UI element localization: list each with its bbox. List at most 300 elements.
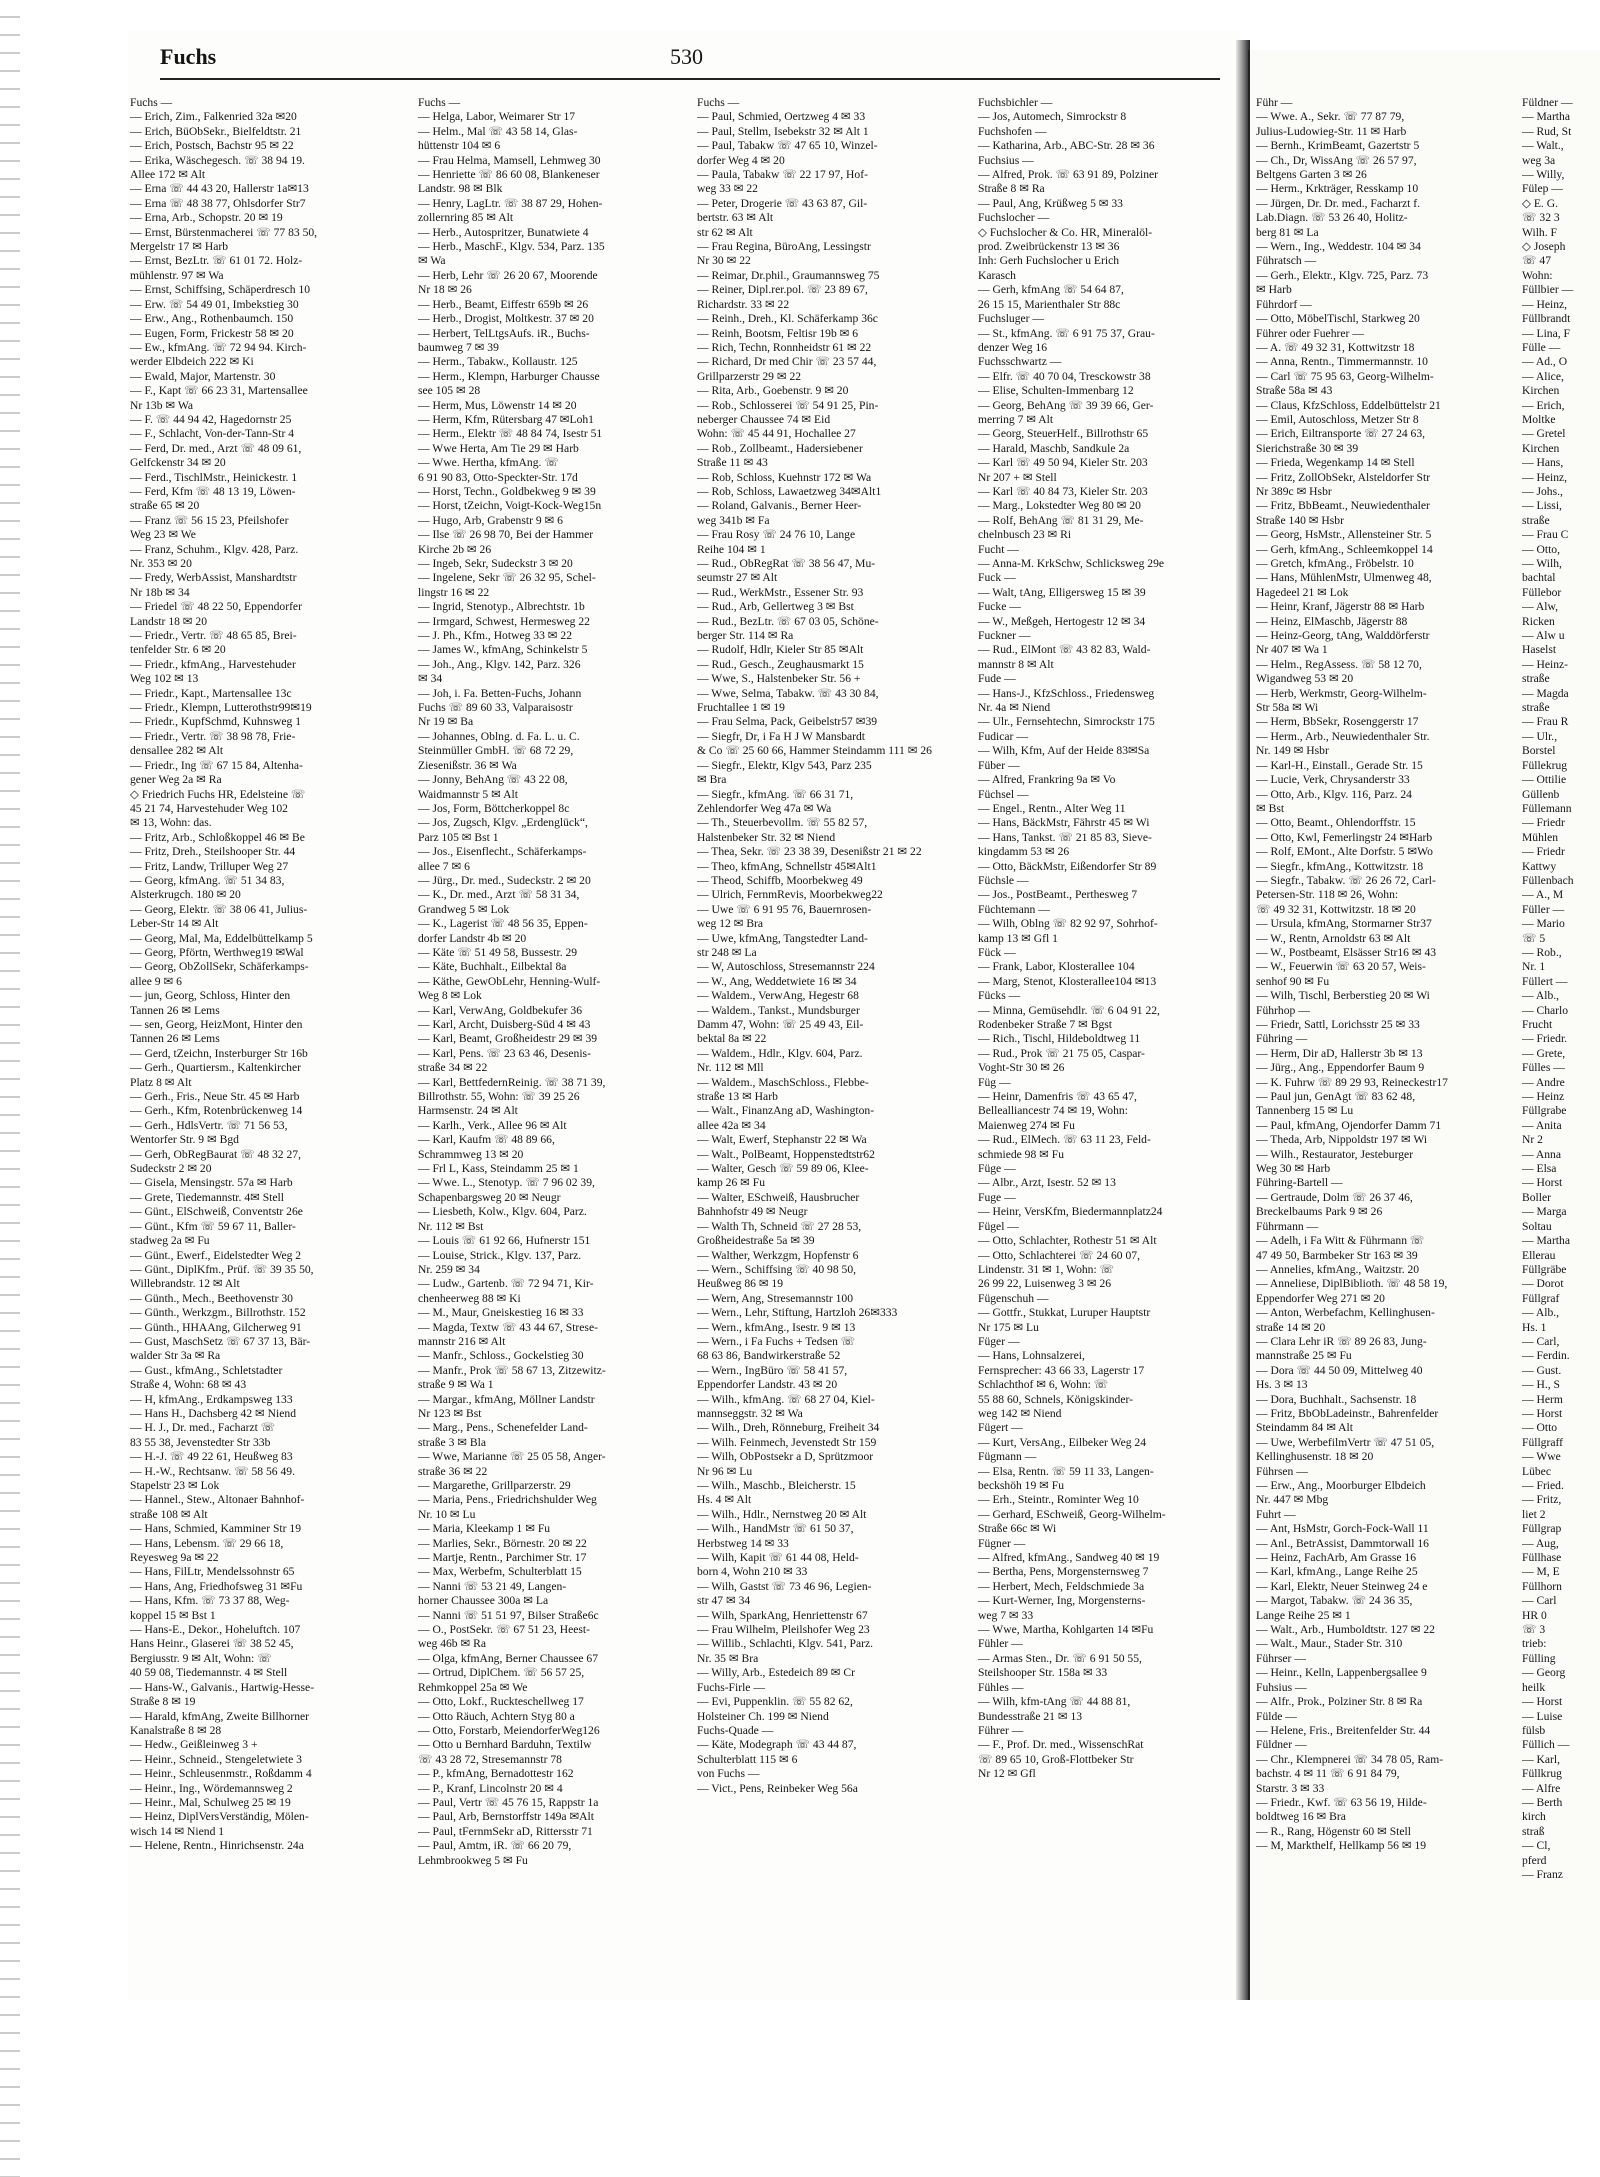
directory-entry-line: — Paul, Stellm, Isebekstr 32 ✉ Alt 1 [697, 124, 869, 138]
directory-entry-line: Richardstr. 33 ✉ 22 [697, 297, 790, 311]
directory-entry-line: — Gust. [1522, 1363, 1562, 1377]
directory-entry-line: mannstr 216 ✉ Alt [418, 1334, 506, 1348]
directory-entry-line: — Franz [1522, 1867, 1563, 1881]
directory-entry-line: — Marg, Stenot, Klosterallee104 ✉13 [978, 974, 1157, 988]
directory-entry-line: — Maria, Pens., Friedrichshulder Weg [418, 1493, 597, 1507]
directory-entry-line: — Anna [1522, 1147, 1561, 1161]
directory-entry-line: — Elise, Schulten-Immenbarg 12 [978, 384, 1134, 398]
directory-entry-line: — K. Fuhrw ☏ 89 29 93, Reineckestr17 [1256, 1075, 1448, 1089]
directory-entry-line: — Wilh, Gastst ☏ 73 46 96, Legien- [697, 1579, 872, 1593]
directory-entry-line: Bellealliancestr 74 ✉ 19, Wohn: [978, 1104, 1128, 1118]
directory-entry-line: Führing — [1256, 1032, 1308, 1046]
directory-entry-line: Fuchsbichler — [978, 96, 1053, 109]
directory-entry-line: — Wwe. Hertha, kfmAng. ☏ [418, 456, 559, 470]
directory-entry-line: — Claus, KfzSchloss, Eddelbüttelstr 21 [1256, 398, 1441, 412]
directory-entry-line: wisch 14 ✉ Niend 1 [130, 1824, 225, 1838]
directory-entry-line: Weg 23 ✉ We [130, 528, 196, 542]
directory-entry-line: ☏ 49 32 31, Kottwitzstr. 18 ✉ 20 [1256, 902, 1416, 916]
directory-entry-line: — Wwe, Martha, Kohlgarten 14 ✉Fu [978, 1623, 1154, 1637]
directory-entry-line: Eppendorfer Weg 271 ✉ 20 [1256, 1291, 1385, 1305]
directory-entry-line: — Karl, Beamt, Großheidestr 29 ✉ 39 [418, 1032, 598, 1046]
directory-entry-line: Hagedeel 21 ✉ Lok [1256, 585, 1349, 599]
directory-entry-line: — Dorot [1522, 1277, 1564, 1291]
directory-entry-line: Eppendorfer Landstr. 43 ✉ 20 [697, 1378, 838, 1392]
directory-entry-line: — Karl, Archt, Duisberg-Süd 4 ✉ 43 [418, 1018, 591, 1031]
directory-entry-line: — F., Schlacht, Von-der-Tann-Str 4 [130, 427, 295, 441]
directory-entry-line: Lehmbrookweg 5 ✉ Fu [418, 1853, 528, 1867]
directory-entry-line: — Herb., MaschF., Klgv. 534, Parz. 135 [418, 240, 605, 254]
directory-entry-line: tenfelder Str. 6 ✉ 20 [130, 643, 226, 657]
directory-entry-line: HR 0 [1522, 1608, 1547, 1622]
directory-entry-line: senhof 90 ✉ Fu [1256, 974, 1330, 988]
directory-entry-line: — Lina, F [1522, 326, 1570, 340]
directory-entry-line: Ellerau [1522, 1248, 1556, 1262]
directory-entry-line: — Wern., IngBüro ☏ 58 41 57, [697, 1363, 848, 1377]
directory-entry-line: Weg 30 ✉ Harb [1256, 1162, 1331, 1176]
directory-entry-line: — Horst, tZeichn, Voigt-Kock-Weg15n [418, 499, 602, 513]
directory-entry-line: Führdorf — [1256, 297, 1312, 311]
directory-entry-line: Füllgräbe [1522, 1262, 1567, 1276]
directory-entry-line: — Dora ☏ 44 50 09, Mittelweg 40 [1256, 1363, 1423, 1377]
directory-entry-line: — Ulr., [1522, 729, 1558, 743]
directory-entry-line: — Rud., BezLtr. ☏ 67 03 05, Schöne- [697, 614, 879, 628]
directory-entry-line: — Paul, Tabakw ☏ 47 65 10, Winzel- [697, 139, 878, 153]
directory-entry-line: gener Weg 2a ✉ Ra [130, 773, 222, 787]
directory-entry-line: Waidmannstr 5 ✉ Alt [418, 787, 518, 801]
directory-entry-line: — Manfr., Prok ☏ 58 67 13, Zitzewitz- [418, 1363, 606, 1377]
directory-entry-line: mannstraße 25 ✉ Fu [1256, 1349, 1352, 1363]
directory-entry-line: — Wwe, S., Halstenbeker Str. 56 + [697, 672, 861, 686]
directory-entry-line: Nr 18 ✉ 26 [418, 283, 472, 297]
directory-entry-line: — Gerh, kfmAng., Schleemkoppel 14 [1256, 542, 1433, 556]
directory-entry-line: denzer Weg 16 [978, 340, 1048, 354]
directory-entry-line: — Ferd, Kfm ☏ 48 13 19, Löwen- [130, 484, 296, 498]
directory-entry-line: — Gerd, tZeichn, Insterburger Str 16b [130, 1046, 308, 1060]
directory-entry-line: — Lucie, Verk, Chrysanderstr 33 [1256, 773, 1410, 787]
directory-entry-line: — Maria, Kleekamp 1 ✉ Fu [418, 1522, 551, 1536]
directory-entry-line: — Wilh., HandMstr ☏ 61 50 37, [697, 1522, 854, 1536]
directory-entry-line: — Paul, Schmied, Oertzweg 4 ✉ 33 [697, 110, 866, 124]
directory-entry-line: weg 33 ✉ 22 [697, 182, 758, 196]
directory-entry-line: — Gertraude, Dolm ☏ 26 37 46, [1256, 1190, 1413, 1204]
directory-entry-line: — Wilh., Hdlr., Nernstweg 20 ✉ Alt [697, 1507, 867, 1521]
directory-entry-line: Fülling [1522, 1651, 1556, 1665]
directory-entry-line: straße 34 ✉ 22 [418, 1061, 488, 1075]
directory-entry-line: ◇ Joseph [1522, 240, 1566, 254]
page-header [160, 40, 1220, 74]
directory-entry-line: — Paul, tFernmSekr aD, Rittersstr 71 [418, 1824, 593, 1838]
directory-entry-line: — Wern, Ang, Stresemannstr 100 [697, 1291, 853, 1305]
directory-entry-line: — Franz, Schuhm., Klgv. 428, Parz. [130, 542, 299, 556]
directory-entry-line: — Frau Helma, Mamsell, Lehmweg 30 [418, 153, 601, 167]
directory-entry-line: horner Chaussee 300a ✉ La [418, 1594, 549, 1608]
directory-entry-line: — Käte, Modegraph ☏ 43 44 87, [697, 1738, 857, 1752]
directory-entry-line: schmiede 98 ✉ Fu [978, 1147, 1065, 1161]
directory-entry-line: — Theo, kfmAng, Schnellstr 45✉Alt1 [697, 859, 877, 873]
directory-entry-line: — Gerh., Elektr., Klgv. 725, Parz. 73 [1256, 268, 1429, 282]
directory-entry-line: — Georg, Mal, Ma, Eddelbüttelkamp 5 [130, 931, 313, 945]
directory-entry-line: — Hans, Lebensm. ☏ 29 66 18, [130, 1536, 284, 1550]
directory-entry-line: Harmsenstr. 24 ✉ Alt [418, 1104, 518, 1118]
directory-entry-line: — Lissi, [1522, 499, 1562, 513]
directory-entry-line: beckshöh 19 ✉ Fu [978, 1479, 1065, 1492]
directory-entry-line: Fück — [978, 945, 1016, 959]
directory-entry-line: Fügner — [978, 1536, 1026, 1550]
directory-entry-line: — Friedel ☏ 48 22 50, Eppendorfer [130, 600, 302, 614]
directory-entry-line: — Ulrich, FernmRevis, Moorbekweg22 [697, 888, 883, 902]
directory-entry-line: — Heinz-Georg, tAng, Walddörferstr [1256, 629, 1430, 643]
directory-entry-line: Füllbrandt [1522, 312, 1571, 326]
directory-entry-line: Fuchsluger — [978, 312, 1045, 326]
directory-entry-line: Fuhsius — [1256, 1680, 1307, 1694]
directory-entry-line: Nr. 149 ✉ Hsbr [1256, 744, 1329, 758]
directory-entry-line: see 105 ✉ 28 [418, 384, 481, 398]
directory-entry-line: straß [1522, 1824, 1545, 1838]
directory-entry-line: Füchsel — [978, 787, 1029, 801]
directory-entry-line: baumweg 7 ✉ 39 [418, 340, 499, 354]
directory-entry-line: — J. Ph., Kfm., Hotweg 33 ✉ 22 [418, 629, 572, 643]
directory-entry-line: — H.-W., Rechtsanw. ☏ 58 56 49. [130, 1464, 295, 1478]
directory-entry-line: — Hans, Kfm. ☏ 73 37 88, Weg- [130, 1594, 290, 1608]
directory-entry-line: — Wilh, Tischl, Berberstieg 20 ✉ Wi [1256, 989, 1430, 1003]
directory-entry-line: Haselst [1522, 643, 1557, 657]
directory-entry-line: — R., Rang, Högenstr 60 ✉ Stell [1256, 1824, 1411, 1838]
directory-entry-line: — Nanni ☏ 51 51 97, Bilser Straße6c [418, 1608, 599, 1622]
directory-entry-line: — Erw., Ang., Moorburger Elbdeich [1256, 1479, 1426, 1492]
directory-entry-line: — Heinz, FachArb, Am Grasse 16 [1256, 1551, 1417, 1565]
directory-entry-line: — Gisela, Mensingstr. 57a ✉ Harb [130, 1176, 293, 1190]
directory-entry-line: Fernsprecher: 43 66 33, Lagerstr 17 [978, 1363, 1145, 1377]
directory-entry-line: — Heinr, Damenfris ☏ 43 65 47, [978, 1090, 1137, 1104]
directory-entry-line: — Th., Steuerbevollm. ☏ 55 82 57, [697, 816, 868, 830]
directory-entry-line: 6 91 90 83, Otto-Speckter-Str. 17d [418, 470, 578, 484]
directory-entry-line: — Günth., Werkzgm., Billrothstr. 152 [130, 1306, 306, 1320]
directory-entry-line: — Chr., Klempnerei ☏ 34 78 05, Ram- [1256, 1752, 1444, 1766]
directory-entry-line: chenheerweg 88 ✉ Ki [418, 1291, 521, 1305]
directory-entry-line: Fuchs — [130, 96, 173, 109]
directory-entry-line: — Roland, Galvanis., Berner Heer- [697, 499, 862, 513]
directory-entry-line: — Friedr., Kapt., Martensallee 13c [130, 686, 292, 700]
directory-entry-line: — Frau R [1522, 715, 1569, 729]
directory-entry-line: — Magda, Textw ☏ 43 44 67, Strese- [418, 1320, 598, 1334]
directory-entry-line: — Herm., Klempn, Harburger Chausse [418, 369, 600, 383]
directory-entry-line: — Wilh., Maschb., Bleicherstr. 15 [697, 1479, 856, 1492]
directory-entry-line: fülsb [1522, 1723, 1546, 1737]
directory-entry-line: — Herbert, Mech, Feldschmiede 3a [978, 1579, 1145, 1593]
directory-entry-line: Fügmann — [978, 1450, 1037, 1464]
directory-entry-line: Füllgraff [1522, 1435, 1564, 1449]
directory-entry-line: — Rich., Tischl, Hildeboldtweg 11 [978, 1032, 1141, 1046]
directory-entry-line: — Herm, Kfm, Rütersbarg 47 ✉Loh1 [418, 412, 594, 426]
directory-entry-line: — Otto, Arb., Klgv. 116, Parz. 24 [1256, 787, 1412, 801]
directory-entry-line: straße 9 ✉ Wa 1 [418, 1378, 494, 1392]
directory-entry-line: Wilh. F [1522, 225, 1557, 239]
directory-entry-line: — St., kfmAng. ☏ 6 91 75 37, Grau- [978, 326, 1155, 340]
directory-entry-line: — Fritz, Landw, Trilluper Weg 27 [130, 859, 289, 873]
directory-entry-line: Fügenschuh — [978, 1291, 1049, 1305]
directory-entry-line: Fühler — [978, 1637, 1023, 1651]
directory-entry-line: Nr 13b ✉ Wa [130, 398, 193, 412]
directory-entry-line: Halstenbeker Str. 32 ✉ Niend [697, 830, 836, 844]
directory-entry-line: — Siegfr., Tabakw. ☏ 26 26 72, Carl- [1256, 873, 1436, 887]
directory-entry-line: ☏ 3 [1522, 1623, 1546, 1637]
directory-entry-line: — Herb., Autospritzer, Bunatwiete 4 [418, 225, 589, 239]
directory-entry-line: — Reimar, Dr.phil., Graumannsweg 75 [697, 268, 880, 282]
directory-entry-line: — K., Lagerist ☏ 48 56 35, Eppen- [418, 917, 588, 931]
directory-entry-line: — Henry, LagLtr. ☏ 38 87 29, Hohen- [418, 196, 603, 210]
directory-entry-line: — Friedr., kfmAng., Harvestehuder [130, 657, 296, 671]
directory-entry-line: — W., Postbeamt, Elsässer Str16 ✉ 43 [1256, 945, 1437, 959]
directory-entry-line: — Rob., Zollbeamt., Hadersiebener [697, 441, 863, 455]
directory-entry-line: Hans Heinr., Glaserei ☏ 38 52 45, [130, 1637, 294, 1651]
directory-entry-line: — Wilh, [1522, 557, 1562, 570]
directory-entry-line: — Gottfr., Stukkat, Luruper Hauptstr [978, 1306, 1151, 1320]
directory-entry-line: Fude — [978, 672, 1016, 686]
directory-entry-line: — Gerh., HdlsVertr. ☏ 71 56 53, [130, 1118, 288, 1132]
directory-entry-line: — Gust., kfmAng., Schletstadter [130, 1363, 283, 1377]
directory-entry-line: born 4, Wohn 210 ✉ 33 [697, 1565, 808, 1579]
directory-entry-line: Füllenbach [1522, 873, 1574, 887]
directory-entry-line: — Gretel [1522, 427, 1566, 441]
directory-entry-line: — Frl L, Kass, Steindamm 25 ✉ 1 [418, 1162, 579, 1176]
directory-entry-line: Füldner — [1256, 1738, 1307, 1752]
directory-entry-line: — Günth., Mech., Beethovenstr 30 [130, 1291, 293, 1305]
directory-entry-line: Führer — [978, 1723, 1024, 1737]
directory-entry-line: — Alfred, Prok. ☏ 63 91 89, Polziner [978, 168, 1159, 182]
directory-entry-line: Maienweg 274 ✉ Fu [978, 1118, 1075, 1132]
directory-entry-line: Fuchsschwartz — [978, 355, 1062, 369]
directory-entry-line: — Max, Werbefm, Schulterblatt 15 [418, 1565, 582, 1579]
directory-entry-line: — F., Prof. Dr. med., WissenschRat [978, 1738, 1144, 1752]
directory-entry-line: Rodenbeker Straße 7 ✉ Bgst [978, 1018, 1113, 1031]
directory-entry-line: Nr 18b ✉ 34 [130, 585, 190, 599]
directory-entry-line: — Paul, Arb, Bernstorffstr 149a ✉Alt [418, 1810, 594, 1824]
directory-entry-line: — Frau Regina, BüroAng, Lessingstr [697, 240, 871, 254]
directory-entry-line: — Frau C [1522, 528, 1569, 542]
directory-entry-line: — Georg, Pförtn, Werthweg19 ✉Wal [130, 945, 304, 959]
directory-entry-line: — Martha [1522, 1234, 1570, 1248]
directory-entry-line: — Ingrid, Stenotyp., Albrechtstr. 1b [418, 600, 585, 614]
directory-entry-line: Führer oder Fuehrer — [1256, 326, 1364, 340]
directory-entry-line: — Ludw., Gartenb. ☏ 72 94 71, Kir- [418, 1277, 594, 1291]
directory-entry-line: — Heinr, Kranf, Jägerstr 88 ✉ Harb [1256, 600, 1425, 614]
directory-entry-line: Führser — [1256, 1651, 1306, 1665]
directory-entry-line: — Karl, Pens. ☏ 23 63 46, Desenis- [418, 1046, 591, 1060]
directory-entry-line: — Ch., Dr, WissAng ☏ 26 57 97, [1256, 153, 1417, 167]
directory-entry-line: — Friedr., KupfSchmd, Kuhnsweg 1 [130, 715, 301, 729]
directory-entry-line: — Friedr [1522, 816, 1565, 830]
directory-entry-line: — Erich, Postsch, Bachstr 95 ✉ 22 [130, 139, 294, 153]
directory-entry-line: — Alw, [1522, 600, 1558, 614]
directory-entry-line: straße 36 ✉ 22 [418, 1464, 488, 1478]
directory-entry-line: Hs. 1 [1522, 1320, 1547, 1334]
directory-entry-line: — Elsa [1522, 1162, 1557, 1176]
directory-entry-line: Nr 30 ✉ 22 [697, 254, 751, 268]
directory-entry-line: — Walt., Maur., Stader Str. 310 [1256, 1637, 1403, 1651]
directory-entry-line: Reyesweg 9a ✉ 22 [130, 1551, 219, 1565]
directory-entry-line: Wigandweg 53 ✉ 20 [1256, 672, 1354, 686]
directory-entry-line: — Wilh, kfm-tAng ☏ 44 88 81, [978, 1695, 1131, 1709]
directory-entry-line: — Alfred, Frankring 9a ✉ Vo [978, 773, 1116, 787]
directory-entry-line: — Hans, Ang, Friedhofsweg 31 ✉Fu [130, 1579, 303, 1593]
directory-entry-line: — Albr., Arzt, Isestr. 52 ✉ 13 [978, 1176, 1116, 1190]
directory-entry-line: — Alb., [1522, 989, 1560, 1003]
directory-entry-line: — Günt., Kfm ☏ 59 67 11, Baller- [130, 1219, 296, 1233]
directory-entry-line: — Helm., RegAssess. ☏ 58 12 70, [1256, 657, 1422, 671]
directory-entry-line: — Ernst, Bürstenmacherei ☏ 77 83 50, [130, 225, 318, 239]
directory-entry-line: — Ulr., Fernsehtechn, Simrockstr 175 [978, 715, 1155, 729]
directory-entry-line: Grandweg 5 ✉ Lok [418, 902, 510, 916]
directory-entry-line: — Herb., Beamt, Eiffestr 659b ✉ 26 [418, 297, 589, 311]
directory-entry-line: Füllhorn [1522, 1579, 1562, 1593]
directory-entry-line: mühlenstr. 97 ✉ Wa [130, 268, 224, 282]
directory-entry-line: — W, Autoschloss, Stresemannstr 224 [697, 960, 875, 974]
directory-entry-line: Fuck — [978, 571, 1016, 585]
directory-entry-line: Fucht — [978, 542, 1019, 556]
directory-entry-line: bektal 8a ✉ 22 [697, 1032, 767, 1046]
directory-entry-line: Fruchtallee 1 ✉ 19 [697, 701, 785, 715]
directory-entry-line: — Wern., i Fa Fuchs + Tedsen ☏ [697, 1334, 856, 1348]
directory-entry-line: — Erika, Wäschegesch. ☏ 38 94 19. [130, 153, 305, 167]
directory-entry-line: Straße 8 ✉ Ra [978, 182, 1045, 196]
directory-entry-line: liet 2 [1522, 1507, 1546, 1521]
directory-entry-line: — Thea, Sekr. ☏ 23 38 39, Desenißstr 21 ✉ 22 [697, 845, 922, 859]
directory-entry-line: Fuchs-Firle — [697, 1680, 765, 1694]
directory-entry-line: — Friedr., Kwf. ☏ 63 56 19, Hilde- [1256, 1795, 1427, 1809]
directory-entry-line: — Rob., [1522, 945, 1562, 959]
directory-entry-line: — jun, Georg, Schloss, Hinter den [130, 989, 291, 1003]
directory-entry-line: — Otto u Bernhard Barduhn, Textilw [418, 1738, 592, 1752]
directory-entry-line: Zehlendorfer Weg 47a ✉ Wa [697, 801, 832, 815]
directory-entry-line: — K., Dr. med., Arzt ☏ 58 31 34, [418, 888, 580, 902]
directory-entry-line: — Waldem., Tankst., Mundsburger [697, 1003, 860, 1017]
directory-entry-line: Fuchshofen — [978, 124, 1047, 138]
directory-entry-line: berger Str. 114 ✉ Ra [697, 629, 794, 643]
directory-entry-line: — Erw., Ang., Rothenbaumch. 150 [130, 312, 294, 326]
directory-entry-line: — Olga, kfmAng, Berner Chaussee 67 [418, 1651, 598, 1665]
directory-entry-line: — Herm [1522, 1392, 1563, 1406]
directory-entry-line: — Jos., PostBeamt., Perthesweg 7 [978, 888, 1138, 902]
directory-entry-line: Kirchen [1522, 384, 1560, 398]
directory-entry-line: — Georg, HsMstr., Allensteiner Str. 5 [1256, 528, 1432, 542]
directory-entry-line: — Karl, VerwAng, Goldbekufer 36 [418, 1003, 582, 1017]
directory-entry-line: — Erna ☏ 44 43 20, Hallerstr 1a✉13 [130, 182, 309, 196]
directory-entry-line: — M, E [1522, 1565, 1560, 1579]
directory-entry-line: straße 108 ✉ Alt [130, 1507, 208, 1521]
directory-entry-line: straße [1522, 701, 1550, 715]
directory-entry-line: — Harald, kfmAng, Zweite Billhorner [130, 1709, 310, 1723]
directory-entry-line: Holsteiner Ch. 199 ✉ Niend [697, 1709, 829, 1723]
directory-entry-line: — Heinz- [1522, 657, 1569, 671]
directory-entry-line: — Gerhard, ESchweiß, Georg-Wilhelm- [978, 1507, 1166, 1521]
directory-entry-line: — Rud., ObRegRat ☏ 38 56 47, Mu- [697, 557, 876, 570]
directory-entry-line: Breckelbaums Park 9 ✉ 26 [1256, 1205, 1383, 1219]
directory-entry-line: Nr. 112 ✉ Mll [697, 1061, 764, 1075]
directory-entry-line: 40 59 08, Tiedemannstr. 4 ✉ Stell [130, 1666, 288, 1680]
directory-entry-line: Straße 4, Wohn: 68 ✉ 43 [130, 1378, 247, 1392]
directory-entry-line: — Jürg., Ang., Eppendorfer Baum 9 [1256, 1061, 1425, 1075]
directory-entry-line: weg 3a [1522, 153, 1556, 167]
directory-entry-line: ◇ E. G. [1522, 196, 1558, 210]
directory-entry-line: Stapelstr 23 ✉ Lok [130, 1479, 220, 1492]
directory-entry-line: allee 7 ✉ 6 [418, 859, 470, 873]
directory-entry-line: — Erich, Zim., Falkenried 32a ✉20 [130, 110, 297, 124]
directory-entry-line: — Margot, Tabakw. ☏ 24 36 35, [1256, 1594, 1413, 1608]
directory-entry-line: — Gerh, ObRegBaurat ☏ 48 32 27, [130, 1147, 301, 1161]
directory-entry-line: — Armas Sten., Dr. ☏ 6 91 50 55, [978, 1651, 1142, 1665]
directory-entry-line: — Hans, Schmied, Kamminer Str 19 [130, 1522, 301, 1536]
directory-entry-line: — Alfre [1522, 1781, 1561, 1795]
directory-entry-line: — Marg., Lokstedter Weg 80 ✉ 20 [978, 499, 1141, 513]
directory-entry-line: — Rud., Arb, Gellertweg 3 ✉ Bst [697, 600, 854, 614]
directory-entry-line: — Martje, Rentn., Parchimer Str. 17 [418, 1551, 587, 1565]
directory-entry-line: — Gerh., Quartiersm., Kaltenkircher [130, 1061, 301, 1075]
directory-entry-line: chelnbusch 23 ✉ Ri [978, 528, 1072, 542]
directory-entry-line: — Walt, tAng, Elligersweg 15 ✉ 39 [978, 585, 1146, 599]
directory-entry-line: — Ingelene, Sekr ☏ 26 32 95, Schel- [418, 571, 596, 585]
directory-entry-line: — Carl ☏ 75 95 63, Georg-Wilhelm- [1256, 369, 1434, 383]
directory-entry-line: — Willy, Arb., Estedeich 89 ✉ Cr [697, 1666, 856, 1680]
directory-entry-line: Petersen-Str. 118 ✉ 26, Wohn: [1256, 888, 1399, 902]
directory-entry-line: — Ingeb, Sekr, Sudeckstr 3 ✉ 20 [418, 557, 573, 570]
directory-entry-line: Güllenb [1522, 787, 1560, 801]
directory-entry-line: — Walt., Arb., Humboldtstr. 127 ✉ 22 [1256, 1623, 1435, 1637]
directory-entry-line: Straße 66c ✉ Wi [978, 1522, 1057, 1536]
directory-entry-line: Füllgraf [1522, 1291, 1560, 1305]
directory-entry-line: — Frau Selma, Pack, Geibelstr57 ✉39 [697, 715, 878, 729]
directory-entry-line: allee 9 ✉ 6 [130, 974, 182, 988]
directory-entry-line: — Ew., kfmAng. ☏ 72 94 94. Kirch- [130, 340, 307, 354]
directory-entry-line: Mühlen [1522, 830, 1559, 844]
directory-entry-line: — Karl-H., Einstall., Gerade Str. 15 [1256, 758, 1423, 772]
directory-entry-line: Lindenstr. 31 ✉ 1, Wohn: ☏ [978, 1262, 1115, 1276]
directory-entry-line: Borstel [1522, 744, 1556, 758]
directory-entry-line: 26 99 22, Luisenweg 3 ✉ 26 [978, 1277, 1112, 1291]
directory-entry-line: Damm 47, Wohn: ☏ 25 49 43, Eil- [697, 1018, 864, 1031]
directory-entry-line: — Käthe, GewObLehr, Henning-Wulf- [418, 974, 601, 988]
directory-entry-line: — Joh, i. Fa. Betten-Fuchs, Johann [418, 686, 582, 700]
directory-entry-line: Reihe 104 ✉ 1 [697, 542, 766, 556]
directory-entry-line: — Käte, Buchhalt., Eilbektal 8a [418, 960, 567, 974]
directory-entry-line: — Horst, Techn., Goldbekweg 9 ✉ 39 [418, 484, 596, 498]
directory-entry-line: — Otto [1522, 1421, 1558, 1435]
directory-entry-line: — Siegfr., Elektr, Klgv 543, Parz 235 [697, 758, 872, 772]
directory-entry-line: lingstr 16 ✉ 22 [418, 585, 490, 599]
directory-entry-line: Platz 8 ✉ Alt [130, 1075, 192, 1089]
directory-entry-line: — Karl ☏ 40 84 73, Kieler Str. 203 [978, 484, 1148, 498]
directory-entry-line: — Jos, Form, Böttcherkoppel 8c [418, 801, 570, 815]
directory-entry-line: — Otto Räuch, Achtern Styg 80 a [418, 1709, 575, 1723]
directory-entry-line: — Frau Wilhelm, Pleilshofer Weg 23 [697, 1623, 870, 1637]
directory-entry-line: — Ferdin. [1522, 1349, 1570, 1363]
directory-entry-line: — Bertha, Pens, Morgensternsweg 7 [978, 1565, 1149, 1579]
directory-entry-line: — Wwe. L., Stenotyp. ☏ 7 96 02 39, [418, 1176, 595, 1190]
directory-entry-line: — Jos, Zugsch, Klgv. „Erdenglück“, [418, 816, 588, 830]
directory-entry-line: Leber-Str 14 ✉ Alt [130, 917, 219, 931]
directory-entry-line: str 62 ✉ Alt [697, 225, 753, 239]
directory-entry-line: Karasch [978, 268, 1016, 282]
directory-entry-line: boldtweg 16 ✉ Bra [1256, 1810, 1346, 1824]
directory-entry-line: — Nanni ☏ 53 21 49, Langen- [418, 1579, 567, 1593]
directory-entry-line: — Heinr., Kelln, Lappenbergsallee 9 [1256, 1666, 1427, 1680]
directory-entry-line: Kirche 2b ✉ 26 [418, 542, 492, 556]
directory-entry-line: — Mario [1522, 917, 1565, 931]
directory-entry-line: — W., Rentn, Arnoldstr 63 ✉ Alt [1256, 931, 1411, 945]
directory-entry-line: — Walt., [1522, 139, 1564, 153]
directory-entry-line: — Alfred, kfmAng., Sandweg 40 ✉ 19 [978, 1551, 1160, 1565]
directory-entry-line: — Peter, Drogerie ☏ 43 63 87, Gil- [697, 196, 868, 210]
directory-entry-line: Füllebor [1522, 585, 1562, 599]
